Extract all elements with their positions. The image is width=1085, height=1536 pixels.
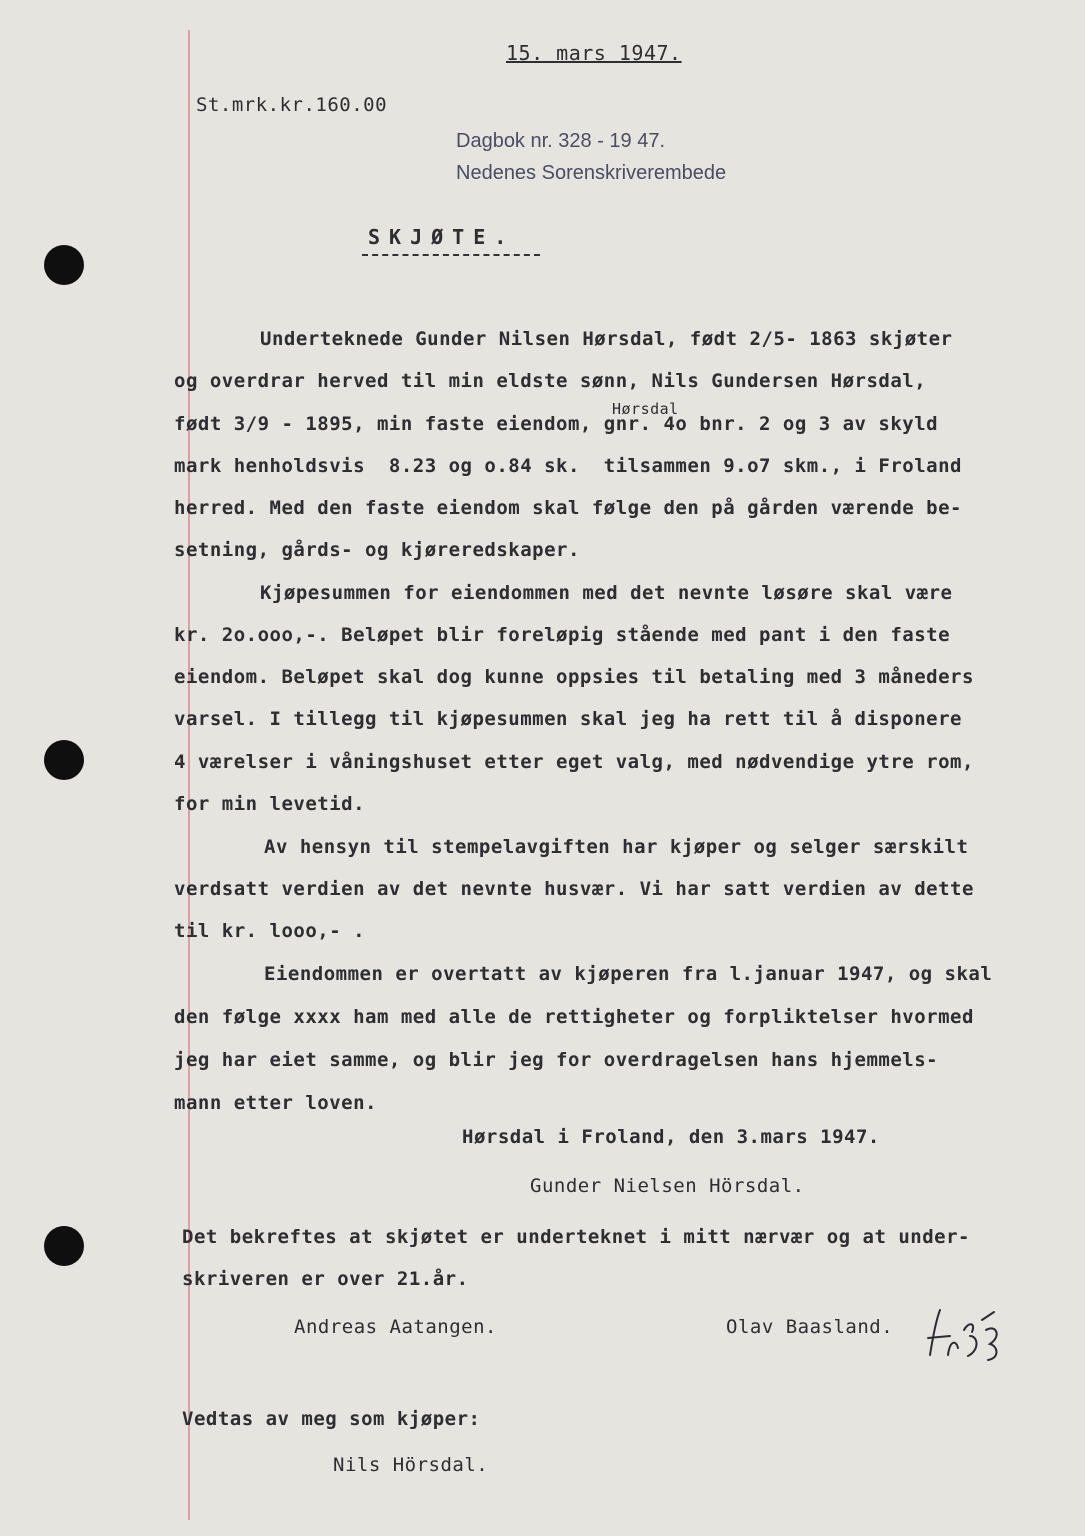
body-line: og overdrar herved til min eldste sønn, Nils Gundersen Hørsdal, bbox=[174, 370, 927, 392]
body-line: født 3/9 - 1895, min faste eiendom, gnr. 4o bnr. 2 og 3 av skyld bbox=[174, 413, 939, 435]
witness-name: Olav Baasland. bbox=[726, 1316, 894, 1338]
body-line: den følge xxxx ham med alle de rettigheter og forpliktelser hvormed bbox=[174, 1006, 974, 1028]
body-line: mark henholdsvis 8.23 og o.84 sk. tilsammen 9.o7 skm., i Froland bbox=[174, 455, 962, 477]
registry-stamp-line2: Nedenes Sorenskriverembede bbox=[456, 162, 727, 184]
witness-name: Andreas Aatangen. bbox=[294, 1316, 497, 1338]
body-line: eiendom. Beløpet skal dog kunne oppsies til betaling med 3 måneders bbox=[174, 666, 974, 688]
body-line: varsel. I tillegg til kjøpesummen skal jeg ha rett til å disponere bbox=[174, 708, 962, 730]
body-line: til kr. looo,- . bbox=[174, 920, 366, 942]
punch-hole-bottom bbox=[44, 1226, 84, 1266]
registry-stamp-line1: Dagbok nr. 328 - 19 47. bbox=[456, 130, 666, 152]
seller-signature: Gunder Nielsen Hörsdal. bbox=[530, 1175, 805, 1197]
body-line: mann etter loven. bbox=[174, 1092, 377, 1114]
witness-statement-line: Det bekreftes at skjøtet er underteknet i mitt nærvær og at under- bbox=[182, 1226, 970, 1248]
body-line: kr. 2o.ooo,-. Beløpet blir foreløpig stående med pant i den faste bbox=[174, 624, 951, 646]
document-date: 15. mars 1947. bbox=[506, 41, 682, 65]
body-line: for min levetid. bbox=[174, 793, 366, 815]
stamp-duty-note: St.mrk.kr.160.00 bbox=[196, 94, 388, 116]
place-and-date: Hørsdal i Froland, den 3.mars 1947. bbox=[462, 1126, 880, 1148]
punch-hole-middle bbox=[44, 740, 84, 780]
handwritten-initials-signature bbox=[920, 1300, 1010, 1370]
buyer-acceptance: Vedtas av meg som kjøper: bbox=[182, 1408, 481, 1430]
buyer-signature: Nils Hörsdal. bbox=[333, 1454, 489, 1476]
witness-statement-line: skriveren er over 21.år. bbox=[182, 1268, 469, 1290]
body-line: jeg har eiet samme, og blir jeg for overdragelsen hans hjemmels- bbox=[174, 1049, 939, 1071]
body-line: Eiendommen er overtatt av kjøperen fra l.januar 1947, og skal bbox=[264, 963, 993, 985]
punch-hole-top bbox=[44, 245, 84, 285]
interlinear-insert: Hørsdal bbox=[612, 400, 679, 418]
body-line: verdsatt verdien av det nevnte husvær. Vi har satt verdien av dette bbox=[174, 878, 974, 900]
body-line: Underteknede Gunder Nilsen Hørsdal, født 2/5- 1863 skjøter bbox=[260, 328, 953, 350]
margin-rule bbox=[188, 30, 190, 1520]
body-line: herred. Med den faste eiendom skal følge den på gården værende be- bbox=[174, 497, 962, 519]
body-line: 4 værelser i våningshuset etter eget valg, med nødvendige ytre rom, bbox=[174, 751, 974, 773]
body-line: Av hensyn til stempelavgiften har kjøper og selger særskilt bbox=[264, 836, 969, 858]
body-line: Kjøpesummen for eiendommen med det nevnte løsøre skal være bbox=[260, 582, 953, 604]
body-line: setning, gårds- og kjøreredskaper. bbox=[174, 539, 580, 561]
document-title: SKJØTE. bbox=[368, 225, 516, 249]
title-underline bbox=[362, 254, 540, 256]
